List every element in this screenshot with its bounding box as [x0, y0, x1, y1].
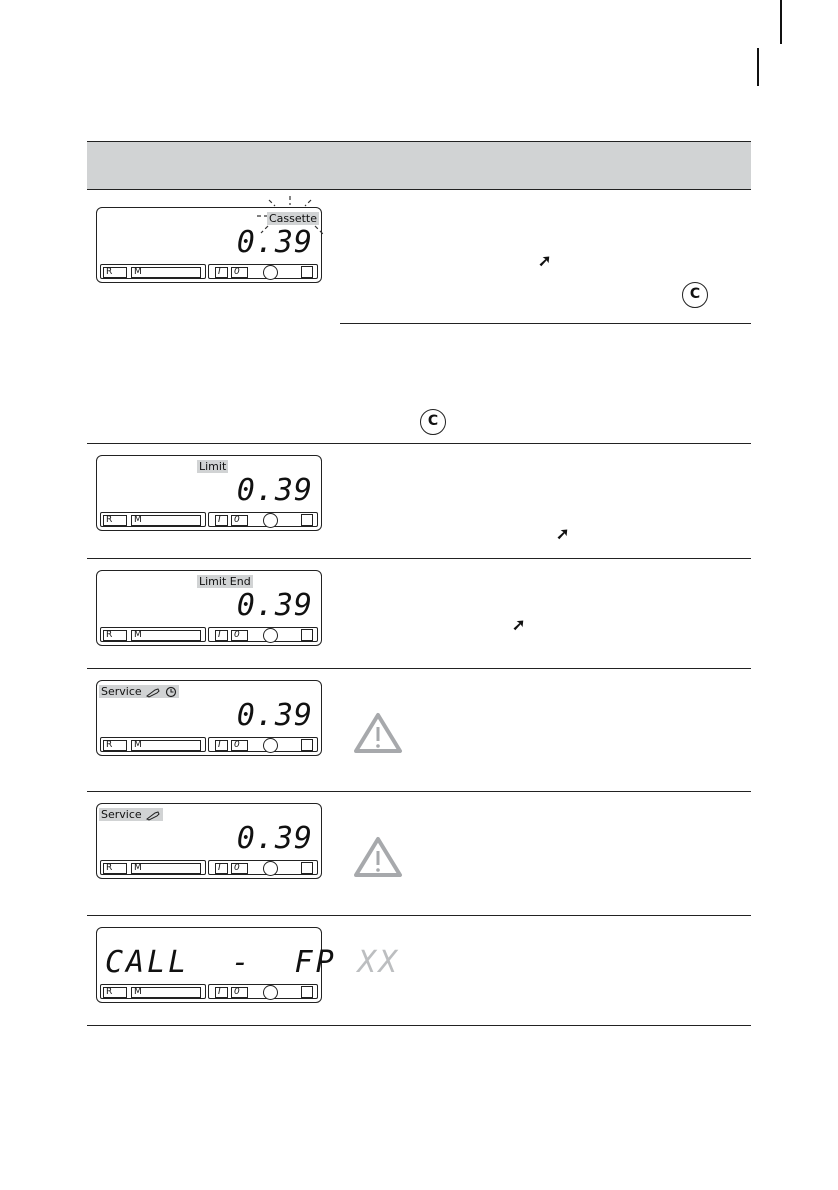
- square-indicator: [301, 514, 313, 526]
- lcd-bottom-left: [100, 737, 206, 752]
- lcd-bottom-right: [208, 984, 318, 999]
- lcd-display: [96, 803, 322, 879]
- display-value: 0.39: [236, 473, 313, 508]
- circle-indicator: [263, 861, 278, 876]
- square-indicator: [301, 266, 313, 278]
- crop-mark: [780, 0, 782, 44]
- square-indicator: [301, 862, 313, 874]
- display-value: 0.39: [236, 698, 313, 733]
- circle-indicator: [263, 628, 278, 643]
- row-divider: [87, 443, 751, 444]
- warning-icon: [353, 712, 403, 754]
- circle-indicator: [263, 985, 278, 1000]
- segment-i: I: [215, 987, 228, 998]
- segment-o: 0: [231, 267, 248, 278]
- call-display: [105, 946, 400, 980]
- display-label: [99, 808, 163, 821]
- clock-icon: [165, 686, 177, 698]
- segment-r: R: [103, 267, 127, 278]
- segment-i: I: [215, 863, 228, 874]
- segment-m: M: [131, 515, 201, 526]
- lcd-display: [96, 927, 400, 1003]
- square-indicator: [301, 986, 313, 998]
- lcd-bottom-right: [208, 264, 318, 279]
- call-code-placeholder: XX: [357, 945, 400, 980]
- segment-o: 0: [231, 515, 248, 526]
- segment-o: 0: [231, 740, 248, 751]
- lcd-display: [96, 680, 322, 756]
- display-label: Limit: [199, 460, 227, 473]
- service-text: Service: [101, 808, 142, 821]
- display-label: [99, 685, 179, 698]
- arrow-icon: ➚: [538, 253, 552, 270]
- lcd-bottom-right: [208, 512, 318, 527]
- segment-r: R: [103, 863, 127, 874]
- segment-m: M: [131, 630, 201, 641]
- segment-r: R: [103, 630, 127, 641]
- display-value: 0.39: [236, 588, 313, 623]
- wrench-icon: [145, 810, 161, 821]
- row-divider: [87, 915, 751, 916]
- lcd-bottom-left: [100, 984, 206, 999]
- lcd-bottom-left: [100, 512, 206, 527]
- segment-m: M: [131, 740, 201, 751]
- service-text: Service: [101, 685, 142, 698]
- segment-m: M: [131, 987, 201, 998]
- row-divider: [340, 323, 751, 324]
- lcd-display: [96, 570, 322, 646]
- arrow-icon: ➚: [556, 526, 570, 543]
- lcd-bottom-right: [208, 860, 318, 875]
- row-divider: [87, 668, 751, 669]
- lcd-bottom-left: [100, 627, 206, 642]
- segment-r: R: [103, 987, 127, 998]
- segment-o: 0: [231, 863, 248, 874]
- display-label: Cassette: [268, 212, 317, 225]
- segment-o: 0: [231, 630, 248, 641]
- c-button-icon: C: [682, 282, 708, 308]
- row-divider: [87, 791, 751, 792]
- segment-i: I: [215, 267, 228, 278]
- page-edge-mark: [757, 48, 759, 86]
- display-value: 0.39: [236, 821, 313, 856]
- segment-m: M: [131, 267, 201, 278]
- row-divider: [87, 1025, 751, 1026]
- lcd-bottom-left: [100, 264, 206, 279]
- lcd-bottom-left: [100, 860, 206, 875]
- lcd-bottom-right: [208, 737, 318, 752]
- circle-indicator: [263, 513, 278, 528]
- row-divider: [87, 558, 751, 559]
- segment-m: M: [131, 863, 201, 874]
- square-indicator: [301, 739, 313, 751]
- lcd-display: [96, 207, 322, 283]
- arrow-icon: ➚: [512, 617, 526, 634]
- display-value: 0.39: [236, 225, 313, 260]
- call-text: CALL - FP: [105, 945, 337, 980]
- wrench-icon: [145, 687, 161, 698]
- lcd-bottom-right: [208, 627, 318, 642]
- segment-r: R: [103, 740, 127, 751]
- segment-i: I: [215, 630, 228, 641]
- segment-o: 0: [231, 987, 248, 998]
- circle-indicator: [263, 738, 278, 753]
- circle-indicator: [263, 265, 278, 280]
- lcd-display: [96, 455, 322, 531]
- segment-r: R: [103, 515, 127, 526]
- display-label: Limit End: [199, 575, 251, 588]
- warning-icon: [353, 836, 403, 878]
- square-indicator: [301, 629, 313, 641]
- segment-i: I: [215, 515, 228, 526]
- segment-i: I: [215, 740, 228, 751]
- table-header: [87, 141, 751, 190]
- c-button-icon: C: [420, 409, 446, 435]
